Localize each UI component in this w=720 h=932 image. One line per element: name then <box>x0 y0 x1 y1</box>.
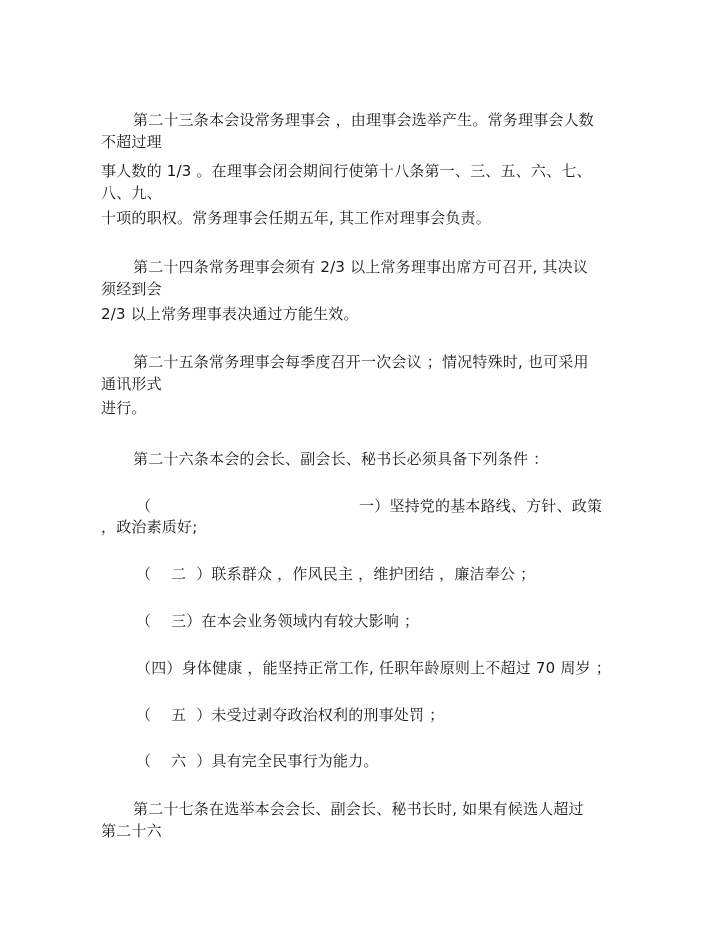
art25-line2: 通讯形式 <box>101 375 162 393</box>
art26-item1-line2: ，政治素质好; <box>101 518 198 536</box>
art26-item5: （ 五 ）未受过剥夺政治权利的刑事处罚 ； <box>136 706 445 724</box>
art23-line2: 不超过理 <box>101 133 162 151</box>
art27-line2: 第二十六 <box>101 822 162 840</box>
art26-item1-open: （ <box>136 497 152 515</box>
art24-line2: 须经到会 <box>101 280 162 298</box>
art26-item3: （ 三）在本会业务领域内有较大影响 ； <box>136 612 420 630</box>
art23-line4: 八、九、 <box>101 184 162 202</box>
art26-item1-text: 一）坚持党的基本路线、方针、政策 <box>359 497 603 515</box>
art24-line1: 第二十四条常务理事会须有 2/3 以上常务理事出席方可召开, 其决议 <box>133 258 589 276</box>
art23-line1: 第二十三条本会设常务理事会 ，由理事会选举产生。常务理事会人数 <box>133 111 594 129</box>
art26-item4: （四）身体健康 ，能坚持正常工作, 任职年龄原则上不超过 70 周岁 ； <box>136 659 611 677</box>
art25-line1: 第二十五条常务理事会每季度召开一次会议 ；情况特殊时, 也可采用 <box>133 353 589 371</box>
art23-line5: 十项的职权。常务理事会任期五年, 其工作对理事会负责。 <box>101 209 491 227</box>
art26-line1: 第二十六条本会的会长、副会长、秘书长必须具备下列条件 ： <box>133 450 549 468</box>
art24-line3: 2/3 以上常务理事表决通过方能生效。 <box>101 305 359 323</box>
art26-item2: （ 二 ）联系群众 ，作风民主 ，维护团结 ，廉洁奉公 ； <box>136 565 536 583</box>
art26-item6: （ 六 ）具有完全民事行为能力。 <box>136 752 379 770</box>
art25-line3: 进行。 <box>101 399 147 417</box>
art27-line1: 第二十七条在选举本会会长、副会长、秘书长时, 如果有候选人超过 <box>133 800 584 818</box>
art23-line3: 事人数的 1/3 。在理事会闭会期间行使第十八条第一、三、五、六、七、 <box>101 162 592 180</box>
